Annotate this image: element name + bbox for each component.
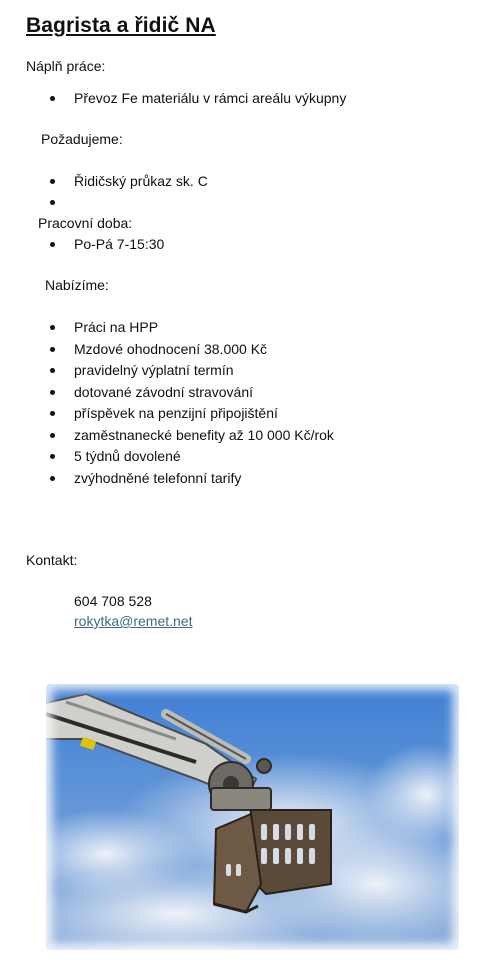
section-label-nabizime: Nabízíme: (45, 277, 109, 293)
list-item: pravidelný výplatní termín (74, 362, 234, 378)
bullet (50, 325, 55, 330)
list-item: zvýhodněné telefonní tarify (74, 470, 242, 486)
bullet (50, 390, 55, 395)
list-item: Práci na HPP (74, 319, 159, 335)
section-label-napln: Náplň práce: (26, 58, 106, 74)
list-item: Po-Pá 7-15:30 (74, 236, 165, 252)
section-label-pracovni-doba: Pracovní doba: (38, 215, 133, 231)
list-item: Řidičský průkaz sk. C (74, 173, 208, 189)
list-item: 5 týdnů dovolené (74, 448, 181, 464)
section-label-pozadujeme: Požadujeme: (41, 131, 123, 147)
contact-phone: 604 708 528 (74, 593, 152, 609)
list-item: dotované závodní stravování (74, 384, 254, 400)
bullet (50, 368, 55, 373)
contact-email-link[interactable]: rokytka@remet.net (74, 613, 193, 629)
bullet (50, 200, 55, 205)
page-title: Bagrista a řidič NA (26, 14, 216, 37)
list-item: Převoz Fe materiálu v rámci areálu výkupny (74, 90, 347, 106)
list-item: zaměstnanecké benefity až 10 000 Kč/rok (74, 427, 334, 443)
bullet (50, 411, 55, 416)
bullet (50, 347, 55, 352)
list-item: Mzdové ohodnocení 38.000 Kč (74, 341, 268, 357)
list-item: příspěvek na penzijní připojištění (74, 405, 278, 421)
bullet (50, 454, 55, 459)
bullet (50, 476, 55, 481)
bullet (50, 242, 55, 247)
contact-label: Kontakt: (26, 552, 78, 568)
bullet (50, 179, 55, 184)
bullet (50, 96, 55, 101)
bullet (50, 433, 55, 438)
excavator-photo (46, 684, 459, 950)
